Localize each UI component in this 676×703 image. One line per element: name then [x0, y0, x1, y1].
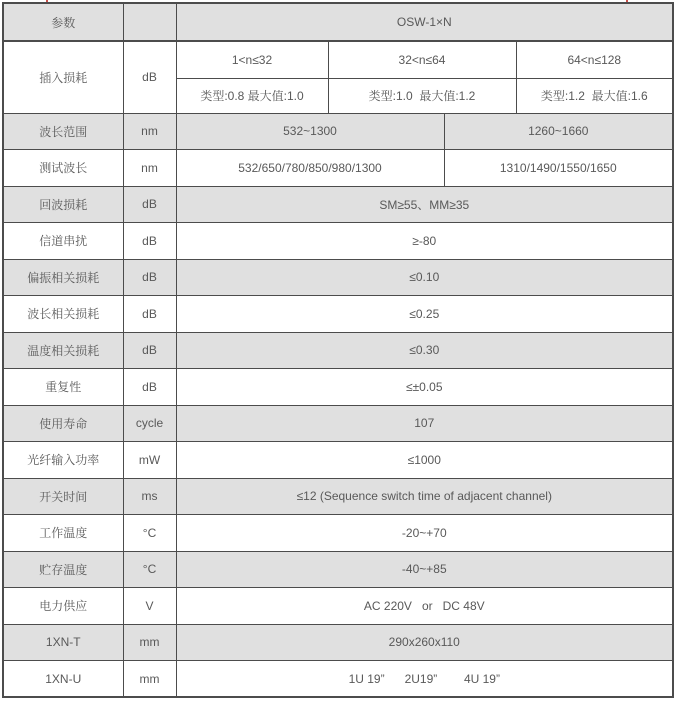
table-row-crosstalk [3, 223, 673, 260]
table-row-storage-temp [3, 551, 673, 588]
unit-cell: ms [123, 478, 176, 515]
value-cell: 类型:1.0 最大值:1.2 [328, 78, 516, 113]
unit-cell: dB [123, 259, 176, 296]
unit-cell: nm [123, 113, 176, 150]
table-row-repeatability [3, 369, 673, 406]
unit-cell: mW [123, 442, 176, 479]
header-param-label: 参数 [3, 3, 123, 41]
param-cell: 1XN-T [3, 624, 123, 661]
value-cell: 532/650/780/850/980/1300 [176, 150, 444, 187]
header-unit-cell [123, 3, 176, 41]
value-cell: 107 [176, 405, 673, 442]
value-cell: SM≥55、MM≥35 [176, 186, 673, 223]
value-cell: ≤±0.05 [176, 369, 673, 406]
param-cell: 电力供应 [3, 588, 123, 625]
unit-cell: mm [123, 661, 176, 698]
unit-cell: dB [123, 369, 176, 406]
table-row-lifetime [3, 405, 673, 442]
param-cell: 重复性 [3, 369, 123, 406]
table-row-1xn-u-size [3, 661, 673, 698]
param-cell: 1XN-U [3, 661, 123, 698]
unit-cell: dB [123, 223, 176, 260]
param-cell: 波长范围 [3, 113, 123, 150]
table-row-insertion-loss-ranges [3, 41, 673, 78]
unit-cell: nm [123, 150, 176, 187]
value-cell: ≤0.25 [176, 296, 673, 333]
value-cell: 类型:0.8 最大值:1.0 [176, 78, 328, 113]
unit-cell: dB [123, 296, 176, 333]
table-row-pdl [3, 259, 673, 296]
value-cell: AC 220V or DC 48V [176, 588, 673, 625]
value-cell: 64<n≤128 [516, 41, 673, 78]
table-row-input-power [3, 442, 673, 479]
value-cell: ≤1000 [176, 442, 673, 479]
value-cell: ≥-80 [176, 223, 673, 260]
header-model-label: OSW-1×N [176, 3, 673, 41]
value-cell: 532~1300 [176, 113, 444, 150]
unit-cell: dB [123, 186, 176, 223]
param-cell: 偏振相关损耗 [3, 259, 123, 296]
value-cell: -20~+70 [176, 515, 673, 552]
param-cell: 测试波长 [3, 150, 123, 187]
table-row-switch-time [3, 478, 673, 515]
value-cell: 1<n≤32 [176, 41, 328, 78]
table-row-1xn-t-size [3, 624, 673, 661]
table-row-return-loss [3, 186, 673, 223]
value-cell: -40~+85 [176, 551, 673, 588]
value-cell: ≤0.30 [176, 332, 673, 369]
unit-cell: dB [123, 41, 176, 113]
param-cell: 信道串扰 [3, 223, 123, 260]
param-cell: 温度相关损耗 [3, 332, 123, 369]
value-cell: 290x260x110 [176, 624, 673, 661]
table-row-tdl [3, 332, 673, 369]
param-cell: 开关时间 [3, 478, 123, 515]
table-row-operating-temp [3, 515, 673, 552]
param-cell: 贮存温度 [3, 551, 123, 588]
value-cell: ≤12 (Sequence switch time of adjacent channel) [176, 478, 673, 515]
unit-cell: dB [123, 332, 176, 369]
table-header-row [3, 3, 673, 41]
unit-cell: °C [123, 551, 176, 588]
param-cell: 工作温度 [3, 515, 123, 552]
unit-cell: °C [123, 515, 176, 552]
unit-cell: cycle [123, 405, 176, 442]
value-cell: 类型:1.2 最大值:1.6 [516, 78, 673, 113]
table-row-wdl [3, 296, 673, 333]
param-cell: 使用寿命 [3, 405, 123, 442]
table-row-test-wavelength [3, 150, 673, 187]
unit-cell: V [123, 588, 176, 625]
param-cell: 插入损耗 [3, 41, 123, 113]
table-row-power-supply [3, 588, 673, 625]
value-cell: 1U 19” 2U19” 4U 19” [176, 661, 673, 698]
param-cell: 回波损耗 [3, 186, 123, 223]
param-cell: 光纤输入功率 [3, 442, 123, 479]
unit-cell: mm [123, 624, 176, 661]
spec-table [2, 2, 674, 698]
value-cell: 1260~1660 [444, 113, 673, 150]
param-cell: 波长相关损耗 [3, 296, 123, 333]
table-row-wavelength-range [3, 113, 673, 150]
value-cell: 32<n≤64 [328, 41, 516, 78]
value-cell: 1310/1490/1550/1650 [444, 150, 673, 187]
value-cell: ≤0.10 [176, 259, 673, 296]
